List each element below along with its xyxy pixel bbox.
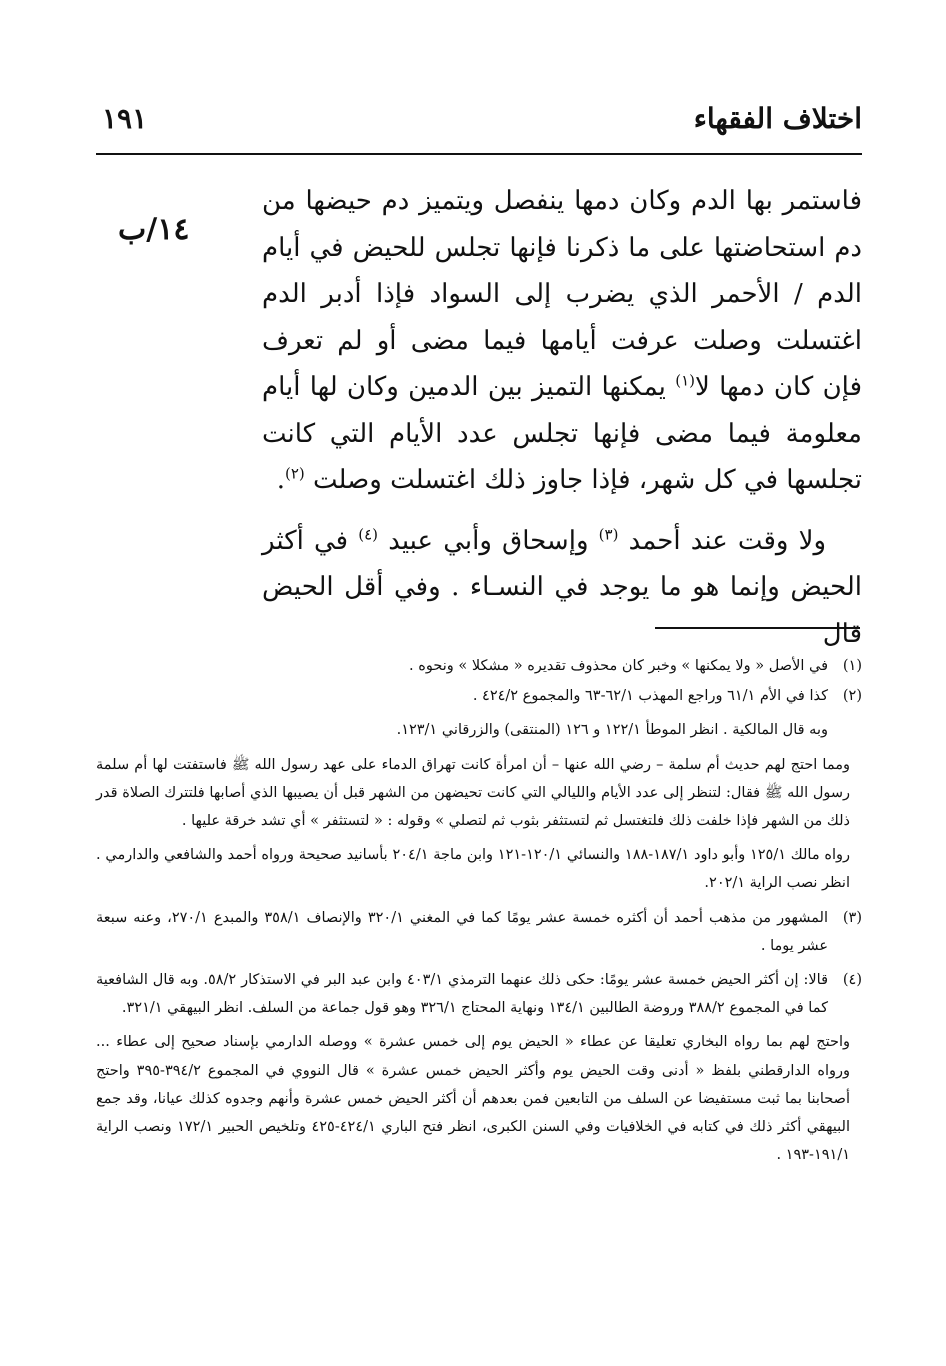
footnote-3-number: (٣)	[842, 909, 862, 926]
header-title: اختلاف الفقهاء	[693, 102, 862, 135]
footnote-ref-4: (٤)	[358, 524, 379, 543]
footnote-2-text: كذا في الأم ٦١/١ وراجع المهذب ٦٢/١-٦٣ والمجموع ٤٢٤/٢ .	[472, 688, 828, 705]
footnote-3-text: المشهور من مذهب أحمد أن أكثره خمسة عشر يومًا كما في المغني ٣٢٠/١ والإنصاف ٣٥٨/١ والمبدع ٢٧٠/١، وعنه سبعة عشر يوما .	[96, 909, 829, 954]
footnote-3	[96, 904, 862, 960]
footnote-4-number: (٤)	[842, 972, 862, 989]
main-paragraph-2a-text: ولا وقت عند أحمد	[628, 525, 826, 556]
main-paragraph-1-text: فاستمر بها الدم وكان دمها ينفصل ويتميز دم حيضها من دم استحاضتها على ما ذكرنا فإنها تجلس للحيض في أيام الدم / الأحمر الذي يضرب إلى السواد فإذا أدبر الدم اغتسلت وصلت عرفت أيامها فيما مضى أو لم تعرف فإن كان دمها لا	[262, 186, 863, 402]
footnote-2	[96, 682, 862, 744]
main-paragraph-1-end: .	[276, 465, 285, 495]
main-paragraph-2b-text: وإسحاق وأبي عبيد	[388, 525, 589, 556]
footnote-1-text: في الأصل « ولا يمكنها » وخبر كان محذوف تقديره « مشكلا » ونحوه .	[409, 658, 828, 674]
manuscript-folio-note: ١٤/ب	[118, 212, 190, 247]
footnote-2-paragraph-2: ومما احتج لهم حديث أم سلمة – رضي الله عنها – أن امرأة كانت تهراق الدماء على عهد رسول الله ﷺ فاستفتت لها أم سلمة رسول الله ﷺ فقال: لتنظر إلى عدد الأيام والليالي التي كانت تحيضهن من الشهر قبل أن يصيبها الذي أصابها فلتترك الصلاة قدر ذلك من الشهر فإذا خلفت ذلك فلتغتسل ثم لتستثفر بثوب ثم لتصلي » وقوله : « لتستثفر » أي تشد خرقة عليها .	[96, 756, 850, 830]
footnote-ref-1: (١)	[675, 371, 696, 390]
main-paragraph-1b-text: يمكنها التميز بين الدمين وكان لها أيام معلومة فيما مضى فإنها تجلس عدد الأيام التي كانت تجلسها في كل شهر، فإذا جاوز ذلك اغتسلت وصلت	[262, 372, 862, 495]
footnote-ref-2: (٢)	[284, 464, 305, 483]
footnote-2-continuation: وبه قال المالكية . انظر الموطأ ١٢٢/١ و ١٢٦ (المنتقى) والزرقاني ١٢٣/١.	[396, 722, 828, 739]
footnote-ref-3: (٣)	[598, 524, 619, 543]
running-header	[96, 96, 862, 146]
footnote-2-paragraph-3: رواه مالك ١٢٥/١ وأبو داود ١٨٧/١-١٨٨ والنسائي ١٢٠/١-١٢١ وابن ماجة ٢٠٤/١ بأسانيد صحيحة ورواه أحمد والشافعي والدارمي . انظر نصب الراية ٢٠٢/١.	[96, 847, 850, 892]
main-text	[262, 178, 862, 657]
footnote-separator	[655, 627, 860, 629]
main-paragraph-2c-text: في أكثر الحيض وإنما هو ما يوجد في النسـاء . وفي أقل الحيض قال	[262, 525, 862, 649]
main-paragraph-2	[262, 518, 862, 658]
footnote-4-text: قالا: إن أكثر الحيض خمسة عشر يومًا: حكى ذلك عنهما الترمذي ٤٠٣/١ وابن عبد البر في الاستذكار ٥٨/٢. وبه قال الشافعية كما في المجموع ٣٨٨/٢ وروضة الطالبين ١٣٤/١ ونهاية المحتاج ٣٢٦/١ وهو قول جماعة من السلف. انظر البيهقي ٣٢١/١.	[96, 972, 829, 1017]
footnote-4	[96, 966, 862, 1022]
footnotes	[96, 652, 862, 1175]
footnote-1	[96, 652, 862, 680]
footnote-4-paragraph-2: واحتج لهم بما رواه البخاري تعليقا عن عطاء « الحيض يوم إلى خمس عشرة » ووصله الدارمي بإسناد صحيح إلى عطاء ... ورواه الدارقطني بلفظ « أدنى وقت الحيض يوم وأكثر الحيض خمس عشرة » قال النووي في المجموع ٣٩٤/٢-٣٩٥ واحتج أصحابنا بما ثبت مستفيضا عن السلف من التابعين فمن بعدهم أن أكثر الحيض خمس عشرة وأنهم وجدوه كذلك عيانا، وقد جمع البيهقي أكثر ذلك في كتابه في الخلافيات وفي السنن الكبرى، انظر فتح الباري ٤٢٤/١-٤٢٥ وتلخيص الحبير ١٧٢/١ ونصب الراية ١٩١/١-١٩٣ .	[96, 1034, 850, 1164]
main-paragraph-1	[262, 178, 862, 504]
footnote-1-number: (١)	[842, 658, 862, 674]
page-number: ١٩١	[102, 102, 148, 135]
header-rule	[96, 153, 862, 155]
footnote-2-number: (٢)	[842, 688, 862, 705]
